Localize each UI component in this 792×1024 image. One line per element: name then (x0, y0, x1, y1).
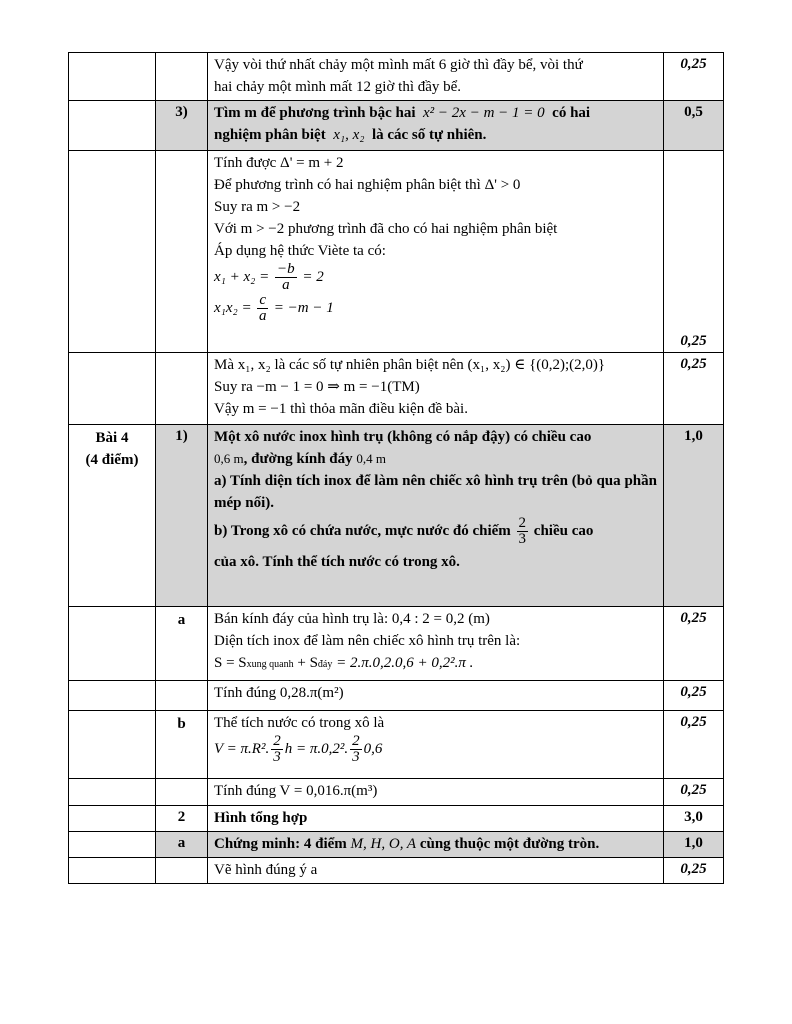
solution-line: Thể tích nước có trong xô là (214, 715, 385, 731)
score-cell: 0,25 (664, 151, 724, 353)
question-number: 3) (156, 101, 208, 151)
score-cell: 0,25 (664, 53, 724, 101)
question-number: 1) (156, 425, 208, 607)
solution-line: Suy ra m > −2 (214, 199, 301, 215)
table-row (69, 607, 724, 681)
table-row (69, 806, 724, 832)
table-row (69, 779, 724, 806)
fraction: $\frac{2}{3}$ (273, 733, 281, 765)
question-number: 2 (156, 806, 208, 832)
question-text: Một xô nước inox hình trụ (không có nắp đậy) có chiều cao 0,6 m, đường kính đáy 0,4 m a) Tính diện tích inox để làm nên chiếc xô hình trụ trên (bỏ qua phần mép nối). b) Trong xô có chứa nước, mực nước đó chiếm $\frac{2}{3}$ chiều cao của xô. Tính thể tích nước có trong xô. (208, 425, 664, 607)
solution-line: Tính đúng 0,28.π(m²) (208, 681, 664, 711)
answer-text: Vậy vòi thứ nhất chảy một mình mất 6 giờ thì đầy bể, vòi thứ (214, 57, 583, 73)
fraction: $\frac{2}{3}$ (352, 733, 360, 765)
score-cell: 0,25 (664, 779, 724, 806)
table-row (69, 353, 724, 425)
table-row (69, 53, 724, 101)
answer-text: hai chảy một mình mất 12 giờ thì đầy bể. (214, 79, 462, 95)
solution-line: Mà x₁, x₂ là các số tự nhiên phân biệt nên (x₁, x₂) ∈ {(0,2);(2,0)} (214, 357, 606, 373)
table-row (69, 711, 724, 779)
table-row (69, 101, 724, 151)
table-row (69, 425, 724, 607)
solution-line: Diện tích inox để làm nên chiếc xô hình trụ trên là: (214, 633, 521, 649)
question-number: a (156, 607, 208, 681)
score-cell: 1,0 (664, 425, 724, 607)
answer-table (68, 52, 724, 884)
score-cell: 1,0 (664, 832, 724, 858)
table-row (69, 858, 724, 884)
question-number: b (156, 711, 208, 779)
table-row (69, 681, 724, 711)
solution-line: Suy ra −m − 1 = 0 ⇒ m = −1(TM) (214, 379, 420, 395)
question-text: Chứng minh: 4 điểm M, H, O, A cùng thuộc một đường tròn. (208, 832, 664, 858)
score-cell: 0,25 (664, 607, 724, 681)
question-text: Tìm m để phương trình bậc hai x² − 2x − m − 1 = 0 có hai nghiệm phân biệt x₁, x₂ là các số tự nhiên. (208, 101, 664, 151)
score-cell: 3,0 (664, 806, 724, 832)
fraction: $\frac{2}{3}$ (518, 515, 527, 547)
score-cell: 0,25 (664, 681, 724, 711)
score-cell: 0,5 (664, 101, 724, 151)
fraction: $\frac{c}{a}$ (258, 292, 267, 324)
fraction: $\frac{-b}{a}$ (277, 261, 295, 293)
solution-line: Tính đúng V = 0,016.π(m³) (208, 779, 664, 806)
solution-line: Bán kính đáy của hình trụ là: 0,4 : 2 = 0,2 (m) (214, 611, 490, 627)
viete-sum: x₁ + x₂ = $\frac{-b}{a}$ = 2 (214, 261, 324, 293)
table-row (69, 151, 724, 353)
question-text: Hình tổng hợp (208, 806, 664, 832)
equation: x² − 2x − m − 1 = 0 (423, 105, 545, 121)
solution-line: S = Sxung quanh + Sđáy = 2.π.0,2.0,6 + 0,2².π . (214, 655, 474, 671)
section-label: Bài 4 (4 điểm) (69, 425, 156, 607)
solution-line: Áp dụng hệ thức Viète ta có: (214, 243, 386, 259)
viete-product: x₁x₂ = $\frac{c}{a}$ = −m − 1 (214, 292, 334, 324)
score-cell: 0,25 (664, 711, 724, 779)
volume-formula: V = π.R². $\frac{2}{3}$ h = π.0,2². $\frac{2}{3}$ 0,6 (214, 733, 383, 765)
solution-line: Vẽ hình đúng ý a (208, 858, 664, 884)
score-cell: 0,25 (664, 353, 724, 425)
question-number: a (156, 832, 208, 858)
table-row (69, 832, 724, 858)
solution-line: Vậy m = −1 thì thỏa mãn điều kiện đề bài. (214, 401, 468, 417)
solution-line: Với m > −2 phương trình đã cho có hai nghiệm phân biệt (214, 221, 558, 237)
solution-line: Tính được Δ' = m + 2 (214, 155, 344, 171)
score-cell: 0,25 (664, 858, 724, 884)
solution-line: Để phương trình có hai nghiệm phân biệt thì Δ' > 0 (214, 177, 521, 193)
